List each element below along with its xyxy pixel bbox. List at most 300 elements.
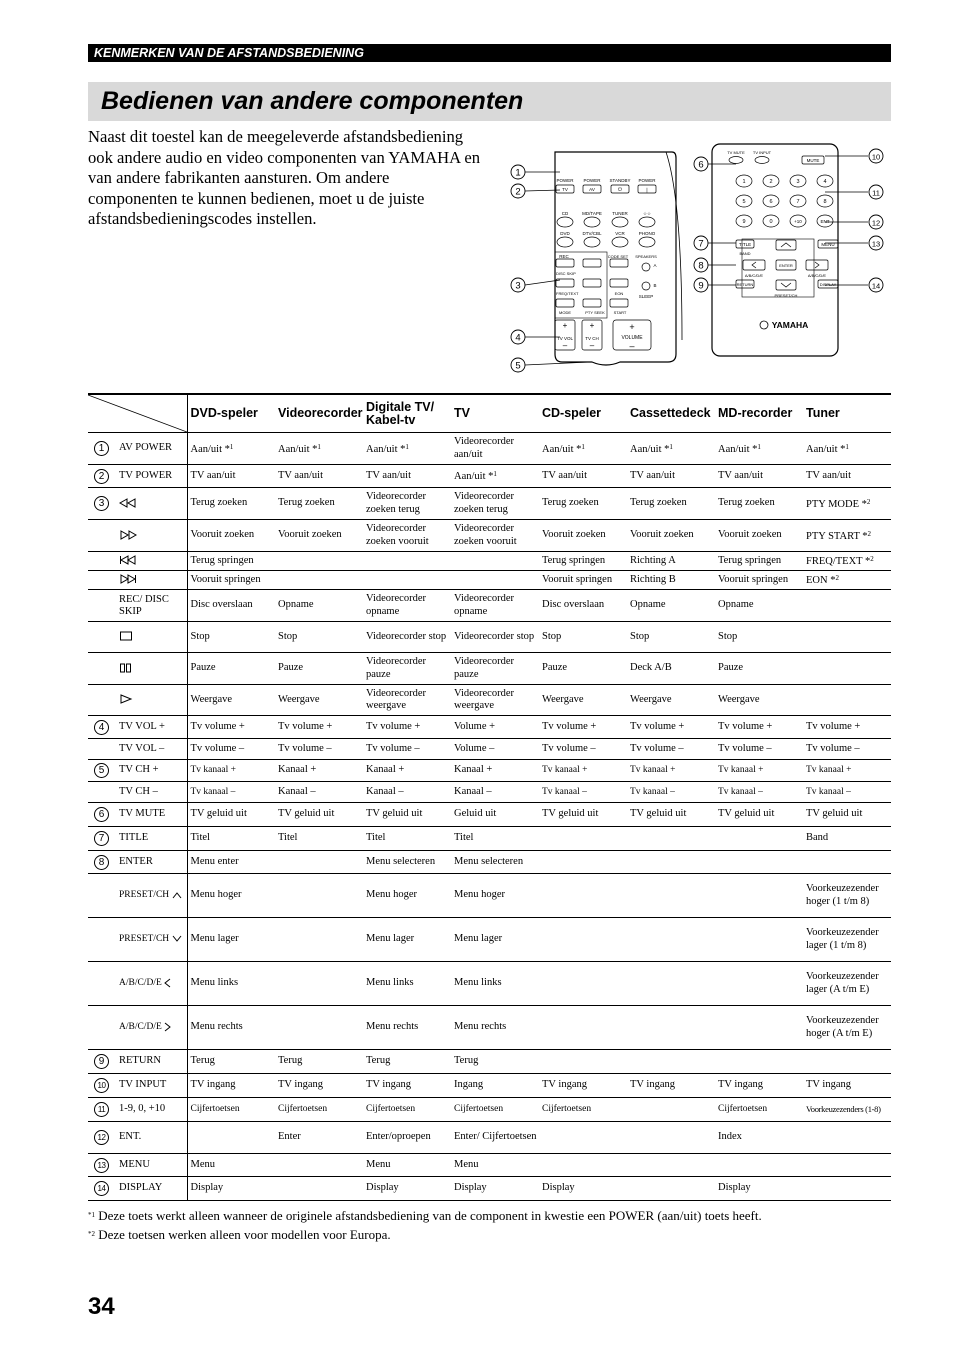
table-row — [88, 782, 891, 803]
table-cell: Stop — [715, 622, 803, 653]
input-button — [584, 237, 600, 247]
main-remote-controls — [555, 178, 657, 351]
row-number-cell — [88, 716, 115, 739]
band-label: BAND — [739, 251, 751, 256]
key-label: TV VOL + — [119, 720, 165, 732]
row-key-cell — [115, 571, 187, 590]
table-cell: Terug zoeken — [187, 488, 275, 520]
right-callout: 13 — [871, 239, 881, 249]
table-cell — [275, 962, 363, 1006]
table-row — [88, 465, 891, 488]
table-row — [88, 1122, 891, 1154]
right-callout: 11 — [872, 188, 880, 198]
table-cell: TV ingang — [275, 1074, 363, 1098]
table-cell — [627, 1122, 715, 1154]
table-cell: Cijfertoetsen — [187, 1098, 275, 1122]
table-cell: Aan/uit *$^1$ — [539, 433, 627, 465]
table-cell: Vooruit zoeken — [715, 520, 803, 552]
table-cell: Terug zoeken — [627, 488, 715, 520]
table-cell: TV aan/uit — [715, 465, 803, 488]
cursor-left-icon — [752, 262, 756, 268]
key-label: TV MUTE — [119, 808, 166, 820]
transport-button — [556, 299, 574, 307]
numeric-key-label: +10 — [794, 219, 802, 224]
table-cell: Menu lager — [187, 918, 275, 962]
table-row — [88, 827, 891, 851]
start-label: START — [613, 310, 627, 315]
table-cell: Menu links — [363, 962, 451, 1006]
table-cell — [715, 1006, 803, 1050]
input-button — [612, 237, 628, 247]
code-set-label: CODE SET — [607, 254, 629, 259]
table-cell: Tv volume – — [363, 739, 451, 760]
tv-vol-label: TV VOL — [556, 336, 574, 341]
rewind-icon — [119, 498, 137, 508]
table-row — [88, 653, 891, 685]
title-label: TITLE — [738, 242, 752, 247]
table-cell: TV ingang — [363, 1074, 451, 1098]
table-cell — [803, 685, 891, 716]
power-button-label: TV — [562, 187, 568, 192]
table-cell: Display — [187, 1177, 275, 1201]
table-cell: Menu — [451, 1154, 539, 1177]
input-label: DTV/CBL — [582, 231, 602, 236]
table-cell — [275, 1154, 363, 1177]
table-cell: Opname — [275, 590, 363, 622]
table-cell: Tv volume + — [627, 716, 715, 739]
table-cell: TV geluid uit — [363, 803, 451, 827]
table-cell: Weergave — [275, 685, 363, 716]
table-cell: Enter/oproepen — [363, 1122, 451, 1154]
column-header: Digitale TV/ Kabel-tv — [363, 394, 451, 433]
table-cell: Tv kanaal + — [539, 760, 627, 782]
table-cell: Disc overslaan — [187, 590, 275, 622]
table-cell: Videorecorder zoeken vooruit — [451, 520, 539, 552]
table-row — [88, 1074, 891, 1098]
pty-seek-label: PTY SEEK — [585, 310, 605, 315]
row-key-cell — [115, 1122, 187, 1154]
table-cell: Weergave — [715, 685, 803, 716]
cursor-down-icon — [781, 283, 791, 287]
table-cell: Videorecorder zoeken terug — [451, 488, 539, 520]
plus-icon: + — [562, 321, 568, 330]
table-cell — [539, 851, 627, 874]
table-cell: Kanaal + — [451, 760, 539, 782]
table-cell — [803, 653, 891, 685]
table-cell: Aan/uit *$^1$ — [363, 433, 451, 465]
table-cell: Tv kanaal + — [803, 760, 891, 782]
table-cell: Menu rechts — [363, 1006, 451, 1050]
table-cell: Menu — [363, 1154, 451, 1177]
row-number-cell — [88, 827, 115, 851]
table-cell: Weergave — [539, 685, 627, 716]
table-cell — [275, 1177, 363, 1201]
column-header: TV — [451, 394, 539, 433]
row-number-cell — [88, 1074, 115, 1098]
table-cell: Menu lager — [363, 918, 451, 962]
row-key-cell — [115, 488, 187, 520]
callout-number: 12 — [94, 1130, 109, 1145]
table-cell: Menu rechts — [451, 1006, 539, 1050]
volume-label: VOLUME — [621, 335, 643, 341]
table-cell: EON *$^2$ — [803, 571, 891, 590]
table-row — [88, 520, 891, 552]
table-cell: Cijfertoetsen — [539, 1098, 627, 1122]
table-cell — [275, 552, 363, 571]
row-number-cell — [88, 1050, 115, 1074]
row-key-cell — [115, 520, 187, 552]
callout-number: 8 — [94, 855, 109, 870]
left-callout: 1 — [515, 167, 521, 179]
abcde-right-label: A/B/C/D/E — [807, 273, 827, 278]
table-cell — [275, 1006, 363, 1050]
row-number-cell — [88, 622, 115, 653]
table-cell: Tv kanaal – — [715, 782, 803, 803]
table-cell: Aan/uit *$^1$ — [451, 465, 539, 488]
table-cell — [539, 1050, 627, 1074]
row-key-cell — [115, 760, 187, 782]
minus-icon: – — [562, 341, 568, 350]
arrow-down-icon — [172, 935, 182, 943]
row-number-cell — [88, 571, 115, 590]
table-cell: Tv kanaal + — [715, 760, 803, 782]
input-label: CD — [561, 211, 569, 216]
table-cell: Tv volume + — [539, 716, 627, 739]
row-key-cell — [115, 1050, 187, 1074]
callout-number: 9 — [94, 1054, 109, 1069]
transport-button — [556, 259, 574, 267]
row-number-cell — [88, 918, 115, 962]
transport-frame — [555, 252, 607, 318]
table-cell — [803, 1122, 891, 1154]
row-number-cell — [88, 590, 115, 622]
table-cell: TV ingang — [715, 1074, 803, 1098]
table-cell: Deck A/B — [627, 653, 715, 685]
key-label: MENU — [119, 1158, 150, 1170]
table-row — [88, 1154, 891, 1177]
corner-diagonal — [88, 395, 187, 432]
row-number-cell — [88, 760, 115, 782]
cursor-right-icon — [815, 262, 819, 268]
table-cell: Menu — [187, 1154, 275, 1177]
plus-icon: + — [629, 322, 635, 332]
table-header-row — [88, 394, 891, 433]
table-cell: Menu hoger — [363, 874, 451, 918]
skipfwd-icon — [119, 574, 137, 584]
transport-button — [610, 299, 628, 307]
table-cell: TV aan/uit — [187, 465, 275, 488]
row-number-cell — [88, 488, 115, 520]
table-row — [88, 851, 891, 874]
table-cell: Tv kanaal + — [627, 760, 715, 782]
play-icon — [119, 694, 133, 704]
minus-icon: – — [629, 341, 635, 351]
table-row — [88, 685, 891, 716]
table-row — [88, 739, 891, 760]
key-label: REC/ DISC SKIP — [119, 593, 169, 617]
table-cell — [715, 1154, 803, 1177]
right-callout: 9 — [698, 280, 704, 292]
row-number-cell — [88, 1154, 115, 1177]
table-cell: Titel — [187, 827, 275, 851]
key-label: ENTER — [119, 855, 153, 867]
key-label: ENT. — [119, 1131, 142, 1143]
callout-number: 2 — [94, 469, 109, 484]
page-title: Bedienen van andere componenten — [101, 87, 524, 115]
key-label: DISPLAY — [119, 1182, 163, 1194]
right-callout: 12 — [871, 218, 881, 228]
menu-label: MENU — [821, 242, 835, 247]
table-cell: Terug zoeken — [715, 488, 803, 520]
table-cell: Pauze — [275, 653, 363, 685]
intro-paragraph: Naast dit toestel kan de meegeleverde afstandsbediening ook andere audio en video componenten van YAMAHA en van andere fabrikanten aansturen. Om andere componenten te kunnen bedienen, moet u de juiste afstandsbedieningscodes instellen. — [88, 127, 481, 229]
column-header: Tuner — [803, 394, 891, 433]
table-cell: Aan/uit *$^1$ — [715, 433, 803, 465]
display-label: DISPLAY — [819, 282, 837, 287]
table-cell: Titel — [275, 827, 363, 851]
row-key-cell — [115, 782, 187, 803]
column-header: Cassettedeck — [627, 394, 715, 433]
row-key-cell — [115, 433, 187, 465]
table-cell — [803, 1177, 891, 1201]
arrow-up-icon — [172, 891, 182, 899]
power-label: POWER — [583, 178, 601, 183]
table-cell: Volume – — [451, 739, 539, 760]
table-cell: Disc overslaan — [539, 590, 627, 622]
right-callouts — [694, 149, 883, 292]
key-label: TV POWER — [119, 469, 173, 481]
table-cell: Volume + — [451, 716, 539, 739]
standby-icon: ⏻ — [618, 187, 622, 193]
table-cell: Display — [363, 1177, 451, 1201]
table-cell: Display — [451, 1177, 539, 1201]
table-cell — [627, 918, 715, 962]
table-cell: Tv volume – — [187, 739, 275, 760]
table-cell — [363, 552, 451, 571]
row-key-cell — [115, 716, 187, 739]
fastforward-icon — [119, 530, 137, 540]
skipback-icon — [119, 555, 137, 565]
input-button — [612, 217, 628, 227]
row-number-cell — [88, 1098, 115, 1122]
input-button — [639, 217, 655, 227]
numeric-key-label: ENT — [820, 219, 830, 224]
column-header: MD-recorder — [715, 394, 803, 433]
table-cell: Tv kanaal – — [539, 782, 627, 803]
table-row — [88, 622, 891, 653]
key-label: TV VOL – — [119, 742, 165, 754]
table-cell: Videorecorder zoeken terug — [363, 488, 451, 520]
arrow-right-icon — [164, 1022, 171, 1032]
table-cell: Terug zoeken — [275, 488, 363, 520]
power-button-label: AV — [589, 187, 595, 192]
table-cell: Cijfertoetsen — [275, 1098, 363, 1122]
table-cell — [627, 1098, 715, 1122]
yamaha-logo-icon — [760, 321, 768, 329]
table-cell: Richting A — [627, 552, 715, 571]
main-remote-side — [666, 152, 682, 340]
mode-label: MODE — [559, 310, 571, 315]
table-cell: Vooruit zoeken — [187, 520, 275, 552]
left-callout: 4 — [515, 332, 521, 344]
left-callouts — [511, 165, 590, 372]
row-key-cell — [115, 1154, 187, 1177]
enter-label: ENTER — [779, 263, 793, 268]
key-label: A/B/C/D/E — [119, 978, 162, 989]
table-cell — [715, 962, 803, 1006]
table-cell — [451, 571, 539, 590]
table-cell: Pauze — [187, 653, 275, 685]
input-button — [557, 237, 573, 247]
table-row — [88, 874, 891, 918]
table-cell — [715, 874, 803, 918]
callout-number: 7 — [94, 831, 109, 846]
table-cell: Terug — [451, 1050, 539, 1074]
table-cell: Ingang — [451, 1074, 539, 1098]
row-key-cell — [115, 962, 187, 1006]
table-row — [88, 571, 891, 590]
sub-remote-controls — [727, 150, 838, 330]
speaker-b-label: B — [653, 283, 657, 288]
key-label: A/B/C/D/E — [119, 1022, 162, 1033]
table-cell: Tv kanaal – — [803, 782, 891, 803]
row-number-cell — [88, 803, 115, 827]
table-cell: Vooruit zoeken — [627, 520, 715, 552]
transport-button — [583, 299, 601, 307]
power-icon: ❘ — [644, 187, 650, 194]
right-callout: 8 — [698, 260, 704, 272]
table-cell — [627, 1006, 715, 1050]
key-label: AV POWER — [119, 442, 172, 454]
table-row — [88, 590, 891, 622]
table-cell: Menu selecteren — [363, 851, 451, 874]
table-cell: Vooruit springen — [715, 571, 803, 590]
table-row — [88, 1098, 891, 1122]
table-cell: Aan/uit *$^1$ — [187, 433, 275, 465]
right-callout: 14 — [871, 281, 881, 291]
row-number-cell — [88, 1177, 115, 1201]
table-row — [88, 1050, 891, 1074]
cursor-up-icon — [781, 243, 791, 247]
table-cell: Opname — [627, 590, 715, 622]
table-cell: TV geluid uit — [715, 803, 803, 827]
table-cell: Videorecorder opname — [451, 590, 539, 622]
table-cell: TV aan/uit — [275, 465, 363, 488]
callout-number: 1 — [94, 441, 109, 456]
column-header: CD-speler — [539, 394, 627, 433]
table-cell — [627, 1154, 715, 1177]
row-number-cell — [88, 433, 115, 465]
preset-ch-label: PRESET/CH — [774, 293, 798, 298]
key-label: TV CH – — [119, 785, 158, 797]
table-cell — [539, 827, 627, 851]
table-cell: Kanaal + — [275, 760, 363, 782]
table-row — [88, 716, 891, 739]
input-label: DVD — [560, 231, 570, 236]
remote-illustration — [500, 140, 892, 380]
numeric-key-label: 3 — [796, 179, 800, 185]
column-header: DVD-speler — [187, 394, 275, 433]
transport-button — [583, 279, 601, 287]
key-label: TITLE — [119, 832, 149, 844]
input-label: MD/TAPE — [582, 211, 602, 216]
input-label: VCR — [615, 231, 625, 236]
table-cell: Voorkeuzezenders (1-8) — [803, 1098, 891, 1122]
table-cell: Menu hoger — [187, 874, 275, 918]
table-cell: Tv kanaal + — [187, 760, 275, 782]
power-label: STANDBY — [609, 178, 631, 183]
row-key-cell — [115, 1006, 187, 1050]
left-callout: 2 — [515, 186, 521, 198]
table-cell: Videorecorder zoeken vooruit — [363, 520, 451, 552]
table-cell: Kanaal + — [363, 760, 451, 782]
left-callout: 3 — [515, 280, 521, 292]
table-cell — [627, 1050, 715, 1074]
disc-skip-label: DISC SKIP — [556, 271, 576, 276]
table-cell — [275, 571, 363, 590]
input-label: ☆☆ — [642, 211, 652, 216]
table-cell: Terug — [363, 1050, 451, 1074]
table-cell: Tv volume + — [715, 716, 803, 739]
table-corner-cell — [88, 394, 187, 433]
row-key-cell — [115, 851, 187, 874]
brand-logo: YAMAHA — [771, 320, 809, 330]
row-number-cell — [88, 1122, 115, 1154]
power-label: POWER — [638, 178, 656, 183]
table-cell: TV aan/uit — [803, 465, 891, 488]
row-number-cell — [88, 874, 115, 918]
table-row — [88, 433, 891, 465]
row-key-cell — [115, 739, 187, 760]
table-row — [88, 1177, 891, 1201]
table-cell: Terug springen — [715, 552, 803, 571]
callout-number: 3 — [94, 496, 109, 511]
table-cell: Tv kanaal – — [187, 782, 275, 803]
key-label: PRESET/CH — [119, 934, 170, 945]
callout-number: 10 — [94, 1078, 109, 1093]
row-key-cell — [115, 874, 187, 918]
table-cell: Videorecorder weergave — [363, 685, 451, 716]
table-cell: Titel — [451, 827, 539, 851]
row-key-cell — [115, 918, 187, 962]
table-cell: Display — [715, 1177, 803, 1201]
table-cell: TV aan/uit — [363, 465, 451, 488]
table-cell: Tv volume – — [539, 739, 627, 760]
table-cell — [275, 851, 363, 874]
table-cell — [627, 874, 715, 918]
row-key-cell — [115, 1177, 187, 1201]
table-cell: Stop — [187, 622, 275, 653]
abcde-left-label: A/B/C/D/E — [744, 273, 764, 278]
table-cell: Vooruit springen — [187, 571, 275, 590]
table-cell — [715, 1050, 803, 1074]
table-cell — [803, 851, 891, 874]
arrow-left-icon — [164, 978, 171, 988]
table-cell: Videorecorder pauze — [451, 653, 539, 685]
row-number-cell — [88, 520, 115, 552]
table-cell: Videorecorder weergave — [451, 685, 539, 716]
table-row — [88, 488, 891, 520]
table-cell: Kanaal – — [275, 782, 363, 803]
table-cell — [803, 1050, 891, 1074]
table-cell — [627, 962, 715, 1006]
key-label: TV INPUT — [119, 1079, 167, 1091]
column-header: Videorecorder — [275, 394, 363, 433]
table-cell: Vooruit zoeken — [539, 520, 627, 552]
table-cell — [539, 962, 627, 1006]
table-cell — [803, 622, 891, 653]
table-cell: Terug springen — [539, 552, 627, 571]
